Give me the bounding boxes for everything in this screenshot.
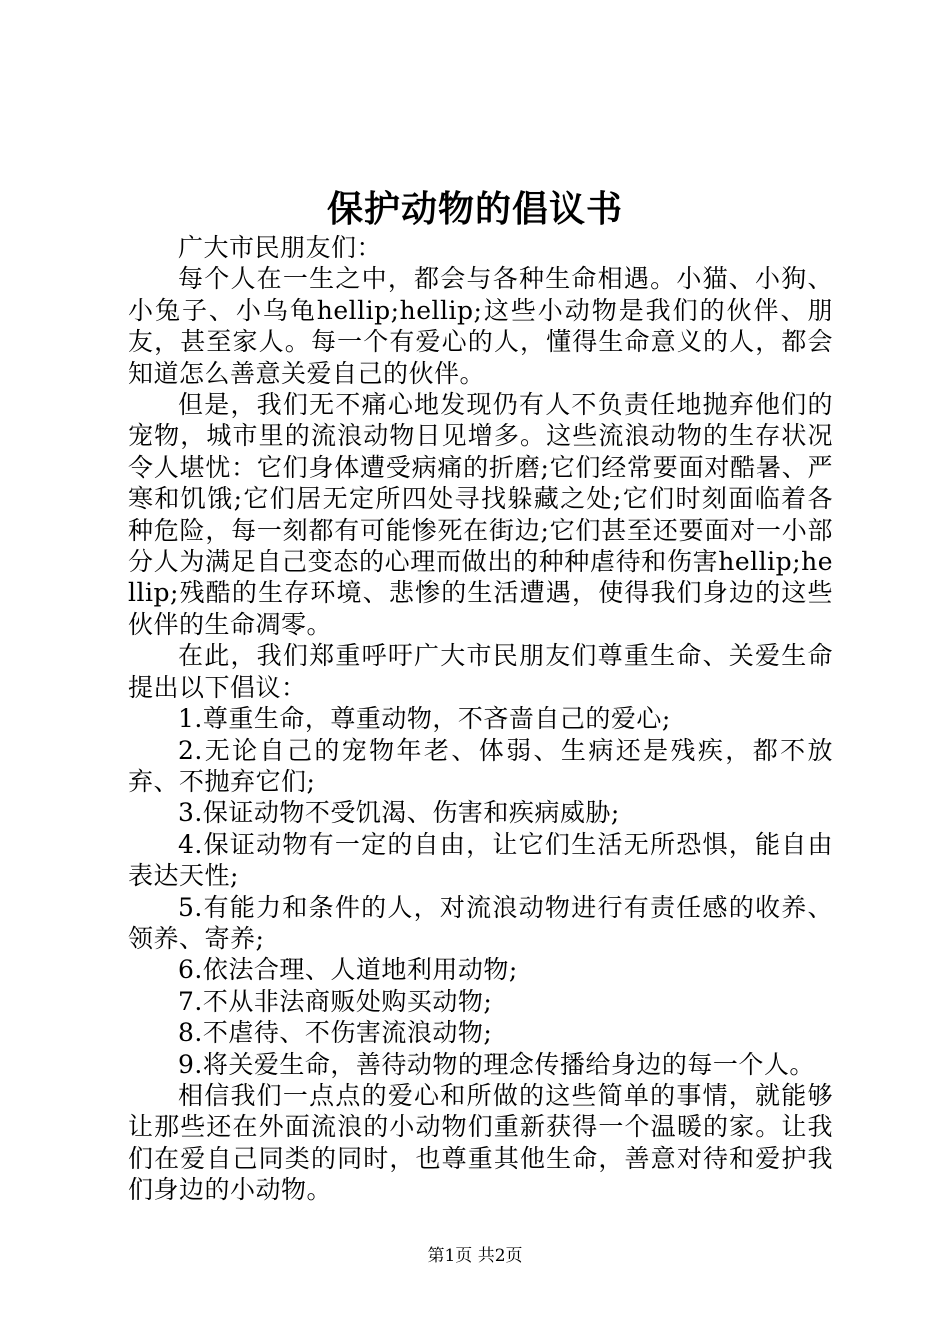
proposal-item-1: 1.尊重生命，尊重动物，不吝啬自己的爱心;	[178, 704, 671, 734]
paragraph-appeal: 在此，我们郑重呼吁广大市民朋友们尊重生命、关爱生命提出以下倡议：	[128, 641, 833, 702]
proposal-item-9: 9.将关爱生命，善待动物的理念传播给身边的每一个人。	[178, 1049, 815, 1079]
paragraph-situation: 但是，我们无不痛心地发现仍有人不负责任地抛弃他们的宠物，城市里的流浪动物日见增多。这些流浪动物的生存状况令人堪忧：它们身体遭受病痛的折磨;它们经常要面对酷暑、严寒和饥饿;它们居无定所四处寻找躲藏之处;它们时刻面临着各种危险，每一刻都有可能惨死在街边;它们甚至还要面对一小部分人为满足自己变态的心理而做出的种种虐待和伤害hellip;hellip;残酷的生存环境、悲惨的生活遭遇，使得我们身边的这些伙伴的生命凋零。	[128, 390, 833, 639]
paragraph-closing: 相信我们一点点的爱心和所做的这些简单的事情，就能够让那些还在外面流浪的小动物们重新获得一个温暖的家。让我们在爱自己同类的同时，也尊重其他生命，善意对待和爱护我们身边的小动物。	[128, 1080, 833, 1205]
proposal-item-3: 3.保证动物不受饥渴、伤害和疾病威胁;	[178, 798, 620, 828]
document-title: 保护动物的倡议书	[326, 188, 623, 230]
proposal-item-6: 6.依法合理、人道地利用动物;	[178, 955, 518, 985]
proposal-item-2: 2.无论自己的宠物年老、体弱、生病还是残疾，都不放弃、不抛弃它们;	[128, 735, 833, 796]
proposal-item-5: 5.有能力和条件的人，对流浪动物进行有责任感的收养、领养、寄养;	[128, 892, 833, 953]
page-number-footer: 第1页 共2页	[427, 1246, 523, 1266]
document-body	[128, 232, 833, 1206]
proposal-item-8: 8.不虐待、不伤害流浪动物;	[178, 1018, 493, 1048]
proposal-item-4: 4.保证动物有一定的自由，让它们生活无所恐惧，能自由表达天性;	[128, 829, 833, 891]
paragraph-intro: 每个人在一生之中，都会与各种生命相遇。小猫、小狗、小兔子、小乌龟hellip;hellip;这些小动物是我们的伙伴、朋友，甚至家人。每一个有爱心的人，懂得生命意义的人，都会知道怎么善意关爱自己的伙伴。	[128, 264, 833, 388]
salutation: 广大市民朋友们：	[178, 233, 383, 262]
proposal-item-7: 7.不从非法商贩处购买动物;	[178, 986, 493, 1016]
